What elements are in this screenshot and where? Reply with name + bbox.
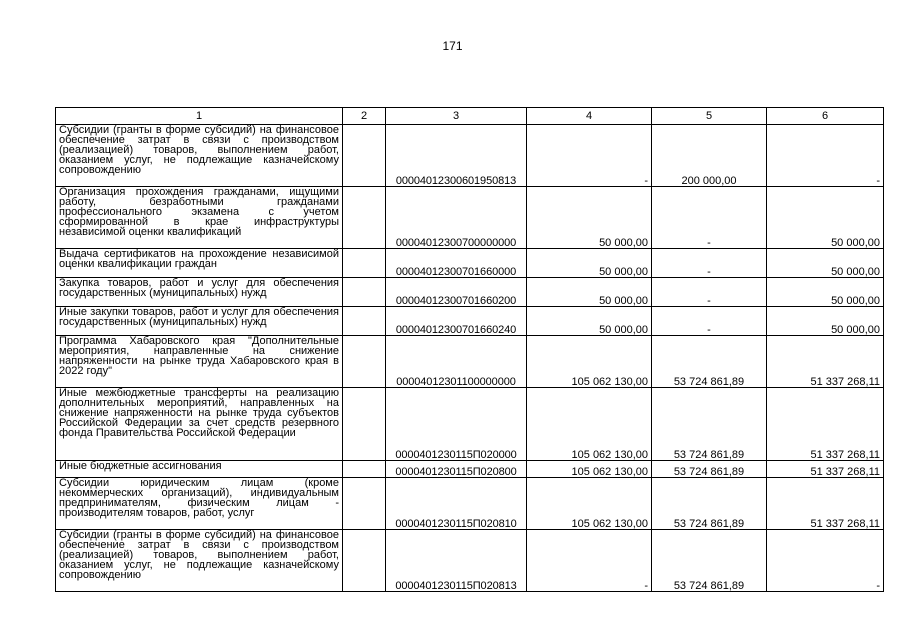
row-value-6: 50 000,00 [767,307,884,336]
table-row [56,478,884,530]
row-value-6: 51 337 268,11 [767,461,884,478]
column-header: 2 [343,108,386,125]
row-code: 00004012300700000000 [386,187,527,249]
row-value-4: 50 000,00 [527,278,652,307]
row-description: Выдача сертификатов на прохождение независимой оценки квалификации граждан [56,249,343,278]
row-value-4: 105 062 130,00 [527,478,652,530]
row-value-5: 53 724 861,89 [652,530,767,592]
row-description: Программа Хабаровского края "Дополнительные мероприятия, направленные на снижение напряженности на рынке труда Хабаровского края в 2022 году" [56,336,343,388]
row-code: 00004012300701660200 [386,278,527,307]
row-description: Организация прохождения гражданами, ищущими работу, безработными гражданами профессионального экзамена с учетом сформированной в крае инфраструктуры независимой оценки квалификаций [56,187,343,249]
row-value-6: 50 000,00 [767,249,884,278]
row-description: Закупка товаров, работ и услуг для обеспечения государственных (муниципальных) нужд [56,278,343,307]
table-row [56,388,884,461]
column-header: 4 [527,108,652,125]
row-value-4: 50 000,00 [527,249,652,278]
row-col2 [343,249,386,278]
row-value-6: 50 000,00 [767,278,884,307]
table-row [56,336,884,388]
row-code: 0000401230115П020000 [386,388,527,461]
row-col2 [343,278,386,307]
table-row [56,125,884,187]
row-code: 00004012300601950813 [386,125,527,187]
row-value-6: 51 337 268,11 [767,478,884,530]
row-value-6: - [767,530,884,592]
table-row [56,187,884,249]
row-col2 [343,461,386,478]
row-value-4: - [527,125,652,187]
row-description: Субсидии (гранты в форме субсидий) на финансовое обеспечение затрат в связи с производством (реализацией) товаров, выполнением работ, оказанием услуг, не подлежащие казначейскому сопровождению [56,125,343,187]
row-value-4: 105 062 130,00 [527,336,652,388]
row-value-6: 50 000,00 [767,187,884,249]
budget-table [55,107,884,592]
row-value-5: - [652,187,767,249]
row-code: 0000401230115П020810 [386,478,527,530]
row-value-5: - [652,278,767,307]
row-description: Субсидии юридическим лицам (кроме некоммерческих организаций), индивидуальным предпринимателям, физическим лицам - производителям товаров, работ, услуг [56,478,343,530]
row-code: 00004012300701660000 [386,249,527,278]
row-value-4: 105 062 130,00 [527,461,652,478]
row-col2 [343,307,386,336]
row-description: Иные бюджетные ассигнования [56,461,343,478]
row-value-4: - [527,530,652,592]
row-code: 0000401230115П020813 [386,530,527,592]
table-row [56,278,884,307]
row-col2 [343,187,386,249]
row-code: 0000401230115П020800 [386,461,527,478]
column-header: 3 [386,108,527,125]
row-code: 00004012301100000000 [386,336,527,388]
column-header: 6 [767,108,884,125]
row-col2 [343,388,386,461]
row-value-6: - [767,125,884,187]
row-value-4: 50 000,00 [527,307,652,336]
row-col2 [343,478,386,530]
table-row [56,307,884,336]
row-value-5: 53 724 861,89 [652,336,767,388]
row-col2 [343,125,386,187]
table-row [56,461,884,478]
row-value-5: - [652,307,767,336]
table-row [56,530,884,592]
row-description: Субсидии (гранты в форме субсидий) на финансовое обеспечение затрат в связи с производством (реализацией) товаров, выполнением работ, оказанием услуг, не подлежащие казначейскому сопровождению [56,530,343,592]
page-number: 171 [442,39,463,53]
row-value-5: - [652,249,767,278]
row-description: Иные межбюджетные трансферты на реализацию дополнительных мероприятий, направленных на снижение напряженности на рынке труда субъектов Российской Федерации за счет средств резервного фонда Правительства Российской Федерации [56,388,343,461]
row-col2 [343,336,386,388]
table-header-row [56,108,884,125]
row-value-5: 200 000,00 [652,125,767,187]
row-col2 [343,530,386,592]
row-code: 00004012300701660240 [386,307,527,336]
row-value-6: 51 337 268,11 [767,336,884,388]
row-value-6: 51 337 268,11 [767,388,884,461]
column-header: 5 [652,108,767,125]
row-value-5: 53 724 861,89 [652,478,767,530]
column-header: 1 [56,108,343,125]
row-value-5: 53 724 861,89 [652,388,767,461]
row-value-5: 53 724 861,89 [652,461,767,478]
row-description: Иные закупки товаров, работ и услуг для обеспечения государственных (муниципальных) нужд [56,307,343,336]
row-value-4: 50 000,00 [527,187,652,249]
row-value-4: 105 062 130,00 [527,388,652,461]
table-row [56,249,884,278]
